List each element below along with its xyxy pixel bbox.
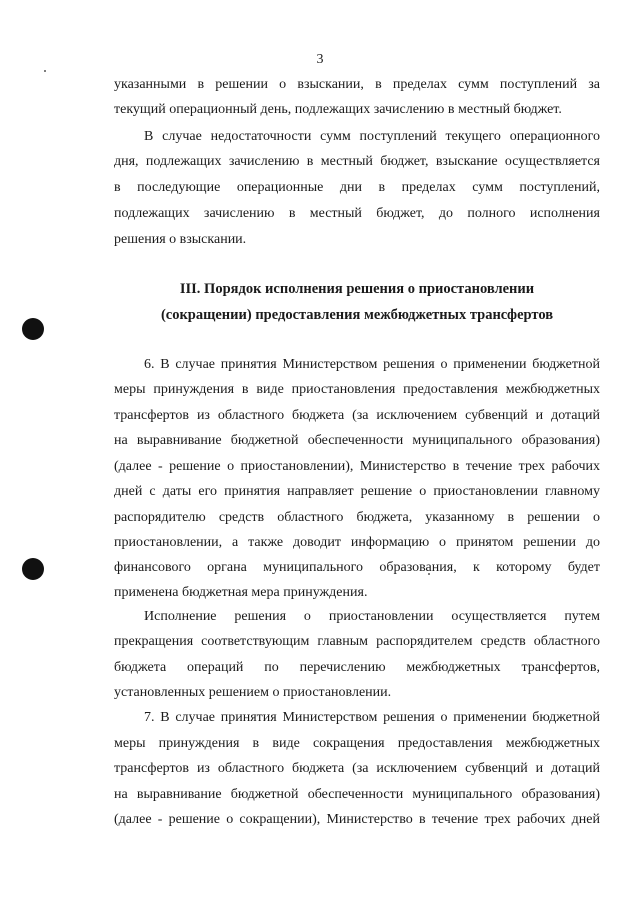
text-line: дней с даты его принятия направляет решение о приостановлении главному: [114, 484, 600, 499]
text-line: трансфертов из областного бюджета (за исключением субвенций и дотаций: [114, 761, 600, 776]
text-line: в последующие операционные дни в пределах сумм поступлений,: [114, 180, 600, 195]
text-line: применена бюджетная мера принуждения.: [114, 585, 368, 600]
section-heading-line-1: III. Порядок исполнения решения о приостановлении: [179, 281, 535, 297]
text-line: меры принуждения в виде приостановления предоставления межбюджетных: [114, 382, 600, 397]
text-line: указанными в решении о взыскании, в пределах сумм поступлений за: [114, 77, 600, 92]
text-line: финансового органа муниципального образования, к которому будет: [114, 560, 600, 575]
text-line: дня, подлежащих зачислению в местный бюджет, взыскание осуществляется: [114, 154, 600, 169]
text-line: меры принуждения в виде сокращения предоставления межбюджетных: [114, 736, 600, 751]
text-line: трансфертов из областного бюджета (за исключением субвенций и дотаций: [114, 408, 600, 423]
text-line: на выравнивание бюджетной обеспеченности муниципального образования): [114, 433, 600, 448]
section-heading-line-2: (сокращении) предоставления межбюджетных трансфертов: [160, 307, 554, 323]
text-line: решения о взыскании.: [114, 232, 247, 247]
text-line: приостановлении, а также доводит информацию о принятом решении до: [114, 535, 600, 550]
text-line: В случае недостаточности сумм поступлений текущего операционного: [144, 129, 600, 144]
page-number: 3: [316, 52, 324, 67]
text-line: на выравнивание бюджетной обеспеченности муниципального образования): [114, 787, 600, 802]
text-line: Исполнение решения о приостановлении осуществляется путем: [144, 609, 600, 624]
text-line: распорядителю средств областного бюджета, указанному в решении о: [114, 510, 600, 525]
punch-hole-bottom: [22, 558, 44, 580]
text-line: прекращения соответствующим главным распорядителем средств областного: [114, 634, 600, 649]
text-line: (далее - решение о сокращении), Министерство в течение трех рабочих дней: [114, 812, 600, 827]
text-line: подлежащих зачислению в местный бюджет, до полного исполнения: [114, 206, 600, 221]
text-line: 6. В случае принятия Министерством решения о применении бюджетной: [144, 357, 600, 372]
text-line: текущий операционный день, подлежащих зачислению в местный бюджет.: [114, 102, 562, 117]
scan-speck: [44, 70, 46, 72]
text-line: установленных решением о приостановлении.: [114, 685, 392, 700]
text-line: (далее - решение о приостановлении), Министерство в течение трех рабочих: [114, 459, 600, 474]
text-line: 7. В случае принятия Министерством решения о применении бюджетной: [144, 710, 600, 725]
punch-hole-top: [22, 318, 44, 340]
text-line: бюджета операций по перечислению межбюджетных трансфертов,: [114, 660, 600, 675]
